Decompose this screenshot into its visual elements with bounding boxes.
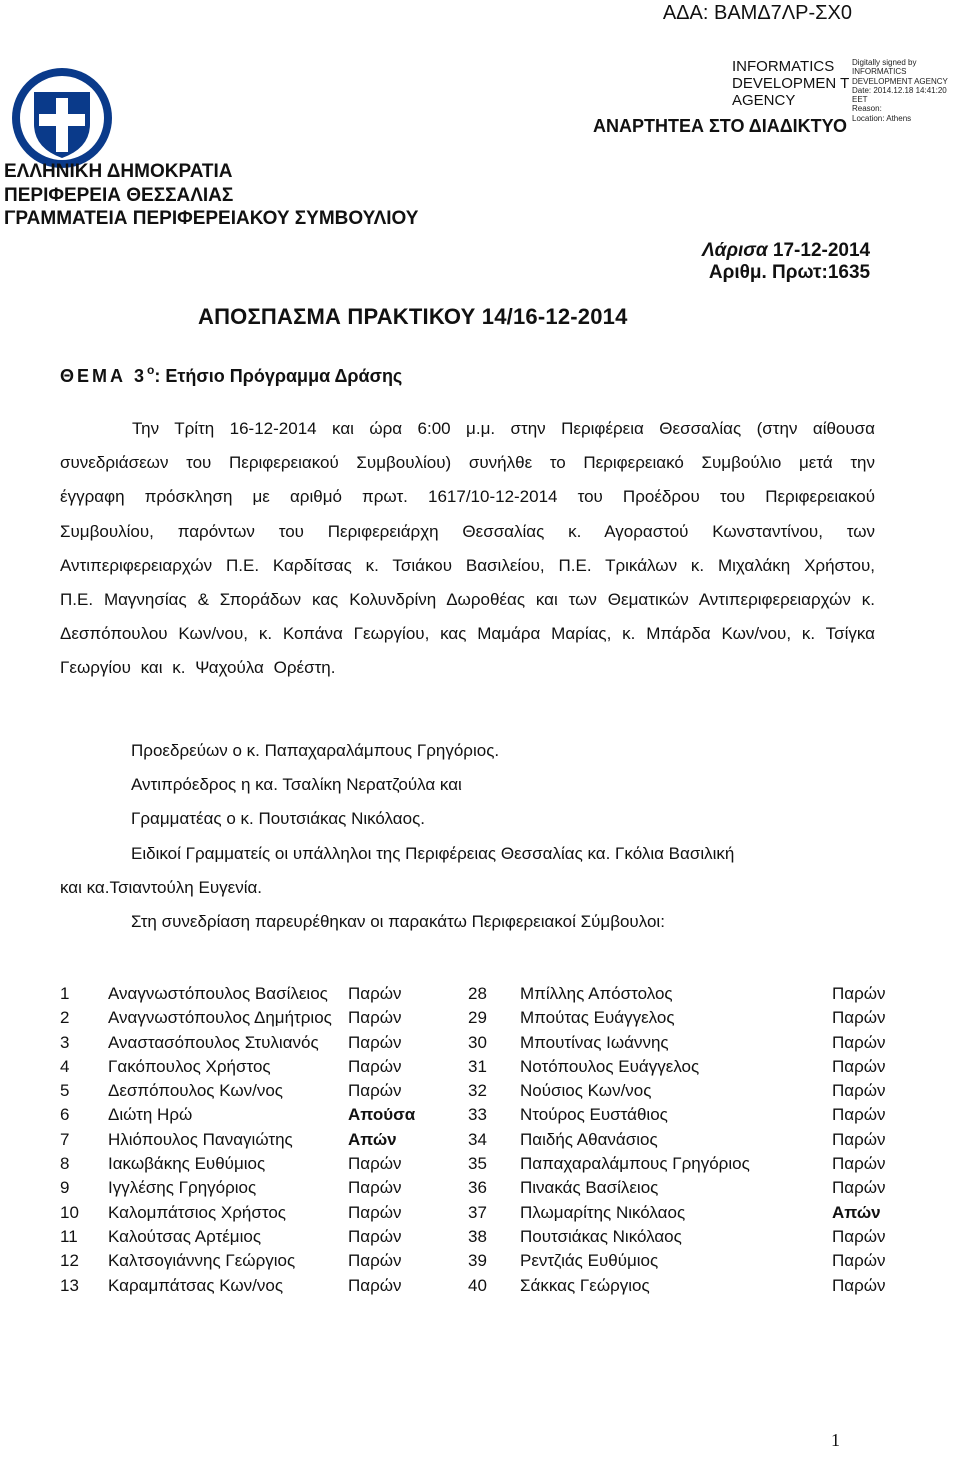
member-name: Αναστασόπουλος Στυλιανός	[108, 1032, 319, 1052]
signature-line: DEVELOPMENT AGENCY	[852, 76, 948, 86]
members-table-body	[60, 982, 900, 1298]
session-roles	[60, 734, 875, 939]
member-name: Καλτσογιάννης Γεώργιος	[108, 1251, 296, 1271]
table-row	[60, 982, 900, 1006]
member-number: 1	[60, 984, 70, 1003]
member-status: Παρών	[348, 1032, 402, 1052]
member-status: Παρών	[832, 1275, 886, 1295]
member-number: 5	[60, 1081, 70, 1101]
member-name: Καραμπάτσας Κων/νος	[108, 1275, 284, 1295]
table-row	[60, 1249, 900, 1273]
member-name: Νοτόπουλος Ευάγγελος	[520, 1056, 700, 1076]
subject-colon: :	[154, 366, 161, 386]
subject-ordinal: ο	[147, 363, 155, 377]
member-status: Απών	[832, 1202, 881, 1222]
members-table	[60, 982, 900, 1298]
signature-name: INFORMATICS DEVELOPMEN T AGENCY	[732, 58, 849, 109]
member-status: Παρών	[348, 1008, 402, 1028]
body-paragraph: Την Τρίτη 16-12-2014 και ώρα 6:00 μ.μ. στην Περιφέρεια Θεσσαλίας (στην αίθουσα συνεδριάσεων του Περιφερειακού Συμβουλίου) συνήλθε το Περιφερειακό Συμβούλιο μετά την έγγραφη πρόσκληση με αριθμό πρωτ. 1617/10-12-2014 του Προέδρου του Περιφερειακού Συμβουλίου, παρόντων του Περιφερειάρχη Θεσσαλίας κ. Αγοραστού Κωνσταντίνου, των Αντιπεριφερειαρχών Π.Ε. Καρδίτσας κ. Τσιάκου Βασιλείου, Π.Ε. Τρικάλων κ. Μιχαλάκη Χρήστου, Π.Ε. Μαγνησίας & Σποράδων κας Κολυνδρίνη Δωροθέας και των Θεματικών Αντιπεριφερειαρχών κ. Δεσπόπουλου Κων/νου, κ. Κοπάνα Γεωργίου, κας Μαμάρα Μαρίας, κ. Μπάρδα Κων/νου, κ. Τσίγκα Γεωργίου και κ. Ψαχούλα Ορέστη.	[60, 419, 875, 678]
signature-line: Date: 2014.12.18 14:41:20	[852, 85, 947, 95]
posted-online-label: ΑΝΑΡΤΗΤΕΑ ΣΤΟ ΔΙΑΔΙΚΤΥΟ	[593, 116, 847, 136]
member-name: Ρεντζιάς Ευθύμιος	[520, 1251, 659, 1271]
member-name: Πλωμαρίτης Νικόλαος	[520, 1202, 686, 1222]
signature-line: Digitally signed by	[852, 58, 917, 67]
member-name: Νούσιος Κων/νος	[520, 1081, 652, 1101]
member-number: 37	[468, 1202, 487, 1222]
member-name: Σάκκας Γεώργιος	[520, 1275, 650, 1295]
subject-text: Ετήσιο Πρόγραμμα Δράσης	[165, 366, 403, 386]
table-row	[60, 1055, 900, 1079]
org-line-1: ΕΛΛΗΝΙΚΗ ΔΗΜΟΚΡΑΤΙΑ	[4, 161, 233, 182]
president-line: Προεδρεύων ο κ. Παπαχαραλάμπους Γρηγόριος.	[131, 741, 500, 760]
member-status: Παρών	[348, 1178, 402, 1198]
member-status: Παρών	[348, 1226, 402, 1246]
member-number: 35	[468, 1154, 487, 1174]
signature-line: INFORMATICS	[852, 67, 907, 77]
city: Λάρισα	[702, 240, 768, 261]
member-number: 36	[468, 1178, 487, 1198]
member-status: Παρών	[832, 1008, 886, 1028]
member-name: Μπουτίνας Ιωάννης	[520, 1032, 669, 1052]
member-number: 8	[60, 1154, 70, 1174]
member-status: Παρών	[348, 984, 402, 1003]
subject-label: ΘΕΜΑ 3	[60, 366, 148, 386]
member-status: Παρών	[832, 1226, 886, 1246]
special-secretaries-line: Ειδικοί Γραμματείς οι υπάλληλοι της Περιφέρειας Θεσσαλίας κα. Γκόλια Βασιλική	[131, 843, 735, 863]
table-row	[60, 1201, 900, 1225]
member-status: Παρών	[348, 1202, 402, 1222]
table-row	[60, 1031, 900, 1055]
extract-title: ΑΠΟΣΠΑΣΜΑ ΠΡΑΚΤΙΚΟΥ 14/16-12-2014	[198, 304, 628, 329]
member-status: Απών	[348, 1129, 397, 1149]
subject-line	[60, 364, 402, 387]
member-status: Απούσα	[348, 1105, 416, 1125]
signature-line: Location: Athens	[852, 113, 912, 123]
signature-details	[852, 58, 948, 123]
member-status: Παρών	[832, 1129, 886, 1149]
member-number: 6	[60, 1105, 70, 1125]
member-name: Αναγνωστόπουλος Δημήτριος	[108, 1008, 332, 1028]
table-row	[60, 1152, 900, 1176]
table-row	[60, 1128, 900, 1152]
page-number: 1	[831, 1430, 840, 1450]
member-number: 12	[60, 1251, 79, 1271]
member-name: Μπίλλης Απόστολος	[520, 984, 673, 1003]
member-status: Παρών	[348, 1275, 402, 1295]
member-status: Παρών	[832, 1178, 886, 1198]
member-number: 3	[60, 1032, 70, 1052]
member-status: Παρών	[832, 1081, 886, 1101]
organization-header	[4, 160, 418, 231]
member-number: 40	[468, 1275, 487, 1295]
org-line-2: ΠΕΡΙΦΕΡΕΙΑ ΘΕΣΣΑΛΙΑΣ	[4, 184, 234, 206]
member-status: Παρών	[348, 1154, 402, 1174]
member-number: 34	[468, 1129, 487, 1149]
member-status: Παρών	[832, 1032, 886, 1052]
table-row	[60, 1006, 900, 1030]
member-name: Διώτη Ηρώ	[108, 1105, 193, 1125]
special-secretaries-line-2: και κα.Τσιαντούλη Ευγενία.	[60, 877, 263, 897]
place-date-line	[702, 240, 870, 262]
member-status: Παρών	[832, 1105, 886, 1125]
member-number: 11	[60, 1226, 78, 1246]
member-number: 33	[468, 1105, 487, 1125]
member-status: Παρών	[832, 1154, 886, 1174]
member-number: 13	[60, 1275, 79, 1295]
member-status: Παρών	[348, 1251, 402, 1271]
member-status: Παρών	[832, 1056, 886, 1076]
member-number: 9	[60, 1178, 70, 1198]
table-row	[60, 1274, 900, 1298]
member-number: 10	[60, 1202, 79, 1222]
org-line-3: ΓΡΑΜΜΑΤΕΙΑ ΠΕΡΙΦΕΡΕΙΑΚΟΥ ΣΥΜΒΟΥΛΙΟΥ	[4, 208, 419, 229]
member-number: 30	[468, 1032, 487, 1052]
member-status: Παρών	[832, 1251, 886, 1271]
member-name: Καλούτσας Αρτέμιος	[108, 1226, 262, 1246]
member-number: 32	[468, 1081, 487, 1101]
vice-president-line: Αντιπρόεδρος η κα. Τσαλίκη Νερατζούλα και	[131, 775, 462, 795]
member-name: Πουτσιάκας Νικόλαος	[520, 1226, 682, 1246]
member-name: Ηλιόπουλος Παναγιώτης	[108, 1129, 293, 1149]
protocol-number: Αριθμ. Πρωτ:1635	[708, 262, 871, 283]
member-number: 31	[468, 1056, 487, 1076]
signature-line: Reason:	[852, 104, 882, 114]
member-number: 29	[468, 1008, 487, 1028]
member-status: Παρών	[832, 984, 886, 1003]
member-name: Ιακωβάκης Ευθύμιος	[108, 1154, 266, 1174]
secretary-line: Γραμματέας ο κ. Πουτσιάκας Νικόλαος.	[131, 809, 425, 829]
member-name: Αναγνωστόπουλος Βασίλειος	[108, 984, 328, 1003]
attendance-intro: Στη συνεδρίαση παρευρέθηκαν οι παρακάτω Περιφερειακοί Σύμβουλοι:	[131, 912, 665, 932]
member-name: Γακόπουλος Χρήστος	[108, 1056, 271, 1076]
member-name: Παιδής Αθανάσιος	[520, 1129, 658, 1149]
ada-code: ΑΔΑ: ΒΑΜΔ7ΛΡ-ΣΧ0	[662, 2, 852, 24]
member-number: 7	[60, 1129, 70, 1149]
member-status: Παρών	[348, 1081, 402, 1101]
member-name: Παπαχαραλάμπους Γρηγόριος	[520, 1154, 750, 1174]
member-number: 2	[60, 1008, 70, 1028]
member-status: Παρών	[348, 1056, 402, 1076]
member-number: 38	[468, 1226, 487, 1246]
member-name: Ιγγλέσης Γρηγόριος	[108, 1178, 257, 1198]
signature-line: EET	[852, 95, 868, 105]
member-name: Καλομπάτσιος Χρήστος	[108, 1202, 286, 1222]
greek-emblem-icon	[6, 62, 118, 174]
member-number: 39	[468, 1251, 487, 1271]
table-row	[60, 1079, 900, 1103]
table-row	[60, 1176, 900, 1200]
minutes-body	[60, 412, 875, 686]
member-number: 4	[60, 1056, 70, 1076]
table-row	[60, 1225, 900, 1249]
date: 17-12-2014	[772, 240, 871, 261]
place-date-block	[702, 240, 870, 284]
member-number: 28	[468, 984, 487, 1003]
member-name: Μπούτας Ευάγγελος	[520, 1008, 675, 1028]
member-name: Πινακάς Βασίλειος	[520, 1178, 659, 1198]
member-name: Δεσπόπουλος Κων/νος	[108, 1081, 283, 1101]
table-row	[60, 1103, 900, 1127]
member-name: Ντούρος Ευστάθιος	[520, 1105, 668, 1125]
